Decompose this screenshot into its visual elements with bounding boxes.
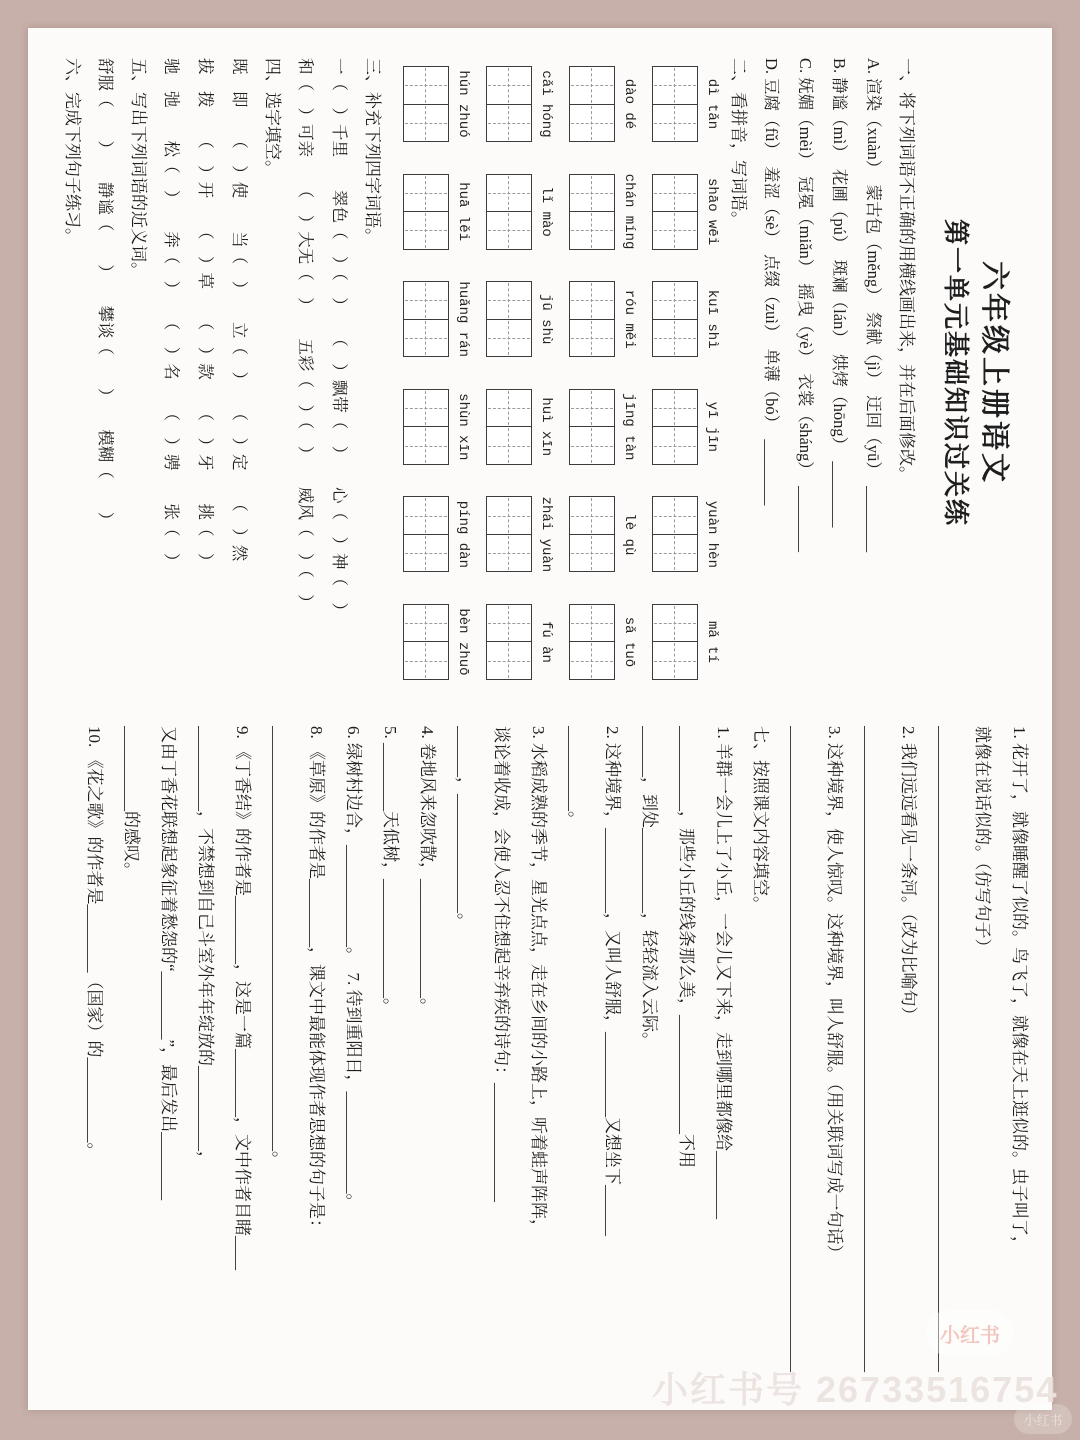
worksheet-left-column <box>28 58 1038 688</box>
question-line: 9. 《丁香结》的作者是________，这是一篇________，文中作者目睹____ <box>233 726 252 1270</box>
question-line: 又由丁香花联想起象征着愁怨的“________”，最后发出________ <box>159 726 178 1201</box>
worksheet-right-column <box>28 726 1038 1386</box>
pinyin-word-item <box>652 166 720 258</box>
question-line: 3. 这种境界，使人惊叹。这种境界，叫人舒服。（用关联词写成一句话） <box>825 726 844 1262</box>
question-line: 谈论着收成，会使人忍不住想起辛弃疾的诗句：______________ <box>492 726 511 1202</box>
idiom-line: 和（ ）可亲 （ ）大无（ ） 五彩（ ）（ ） 威风（ ）（ ） <box>296 58 315 611</box>
writing-grid <box>486 604 532 680</box>
pinyin-word-item <box>486 488 554 580</box>
worksheet-title-line1: 六年级上册语文 <box>978 260 1010 485</box>
pinyin-row-4 <box>403 58 471 688</box>
answer-rule: ____________________________________________________________________________ <box>862 726 881 1372</box>
pinyin-label: zhái yuàn <box>538 496 554 573</box>
pinyin-label: fú àn <box>538 620 554 663</box>
answer-rule: ____________________________________________________________________________ <box>788 726 807 1372</box>
writing-grid <box>486 389 532 465</box>
pinyin-label: róu měi <box>621 289 637 349</box>
pinyin-word-item <box>403 596 471 688</box>
question-line: 4. 卷地风来忽吹散，______________。 <box>418 726 437 1015</box>
writing-grid <box>569 66 615 142</box>
section6-header: 六、完成下列句子练习。 <box>63 58 82 245</box>
question-line: 2. 我们远远看见一条河。（改为比喻句） <box>899 726 918 1024</box>
section1-option-d: D. 豆腐（fǔ） 羞涩（sè） 点缀（zuì） 单薄（bó） ________ <box>762 58 781 506</box>
worksheet-page <box>28 28 1052 1410</box>
pinyin-word-item <box>403 381 471 473</box>
synonym-line: 舒服（ ） 静谧（ ） 攀谈（ ） 模糊（ ） <box>96 58 115 529</box>
question-line: __________，那些小丘的线条那么美，______________不用 <box>677 726 696 1168</box>
pinyin-word-item <box>569 58 637 150</box>
section7-header: 七、按照课文内容填空。 <box>751 726 770 913</box>
question-line: __________________________________________________。 <box>270 726 289 1168</box>
section1-header: 一、将下列词语不正确的用横线画出来，并在后面修改。 <box>897 58 916 483</box>
section2-header: 二、看拼音，写词语。 <box>729 58 748 228</box>
writing-grid <box>652 389 698 465</box>
pinyin-label: shùn xīn <box>455 393 471 461</box>
question-line: 1. 羊群一会儿上了小丘，一会儿又下来，走到哪里都像给________ <box>714 726 733 1219</box>
section4-header: 四、选字填空。 <box>263 58 282 177</box>
question-line: __________，不禁想到自己斗室外年年绽放的__________， <box>196 726 215 1168</box>
question-line: ______，______________。 <box>455 726 474 930</box>
pinyin-word-item <box>569 488 637 580</box>
pinyin-label: hún zhuó <box>455 70 471 138</box>
question-line: __________的感叹。 <box>122 726 141 879</box>
pinyin-label: píng dàn <box>455 500 471 568</box>
pinyin-word-item <box>403 58 471 150</box>
question-line: 就像在说话似的。（仿写句子） <box>973 726 992 956</box>
pinyin-row-1 <box>652 58 720 688</box>
question-line: 2. 这种境界，__________，又叫人舒服，__________又想坐下______ <box>603 726 622 1236</box>
question-line: __________。 <box>566 726 585 828</box>
worksheet-title-line2: 第一单元基础知识过关练 <box>941 218 970 527</box>
section1-option-c: C. 妩媚（mèi） 冠冕（miǎn） 摇曳（yè） 衣裳（sháng） ________ <box>796 58 815 553</box>
answer-rule: ____________________________________________________________________________ <box>936 726 955 1372</box>
xiaohongshu-corner-logo: 小红书 <box>1014 1404 1072 1434</box>
section3-header: 三、补充下列四字词语。 <box>363 58 382 245</box>
writing-grid <box>569 389 615 465</box>
pinyin-label: huì xīn <box>538 397 554 457</box>
pinyin-label: jīng tàn <box>621 393 637 461</box>
pinyin-label: bèn zhuō <box>455 608 471 676</box>
writing-grid <box>403 66 449 142</box>
pinyin-word-item <box>403 166 471 258</box>
writing-grid <box>403 496 449 572</box>
pinyin-word-item <box>403 488 471 580</box>
writing-grid <box>486 174 532 250</box>
pinyin-word-item <box>652 58 720 150</box>
char-choice-line: 既 即 （ ）使 当（ ） 立（ ） （ ）定 （ ）然 <box>230 58 249 562</box>
pinyin-word-item <box>569 273 637 365</box>
question-line: 3. 水稻成熟的季节，星光点点，走在乡间的小路上，听着蛙声阵阵， <box>529 726 548 1236</box>
writing-grid <box>652 174 698 250</box>
writing-grid <box>486 66 532 142</box>
section1-option-a: A. 渲染（xuàn） 蒙古包（měng） 祭献（jì） 迂回（yū） ________ <box>864 58 883 553</box>
pinyin-label: yuàn hèn <box>704 500 720 568</box>
pinyin-label: cǎi hóng <box>538 70 554 138</box>
pinyin-label: chán míng <box>621 173 637 250</box>
pinyin-word-item <box>486 381 554 473</box>
xiaohongshu-id-watermark: 小红书号 26733516754 <box>652 1369 1059 1410</box>
pinyin-label: dì tǎn <box>704 78 720 130</box>
pinyin-word-item <box>652 488 720 580</box>
pinyin-word-item <box>569 381 637 473</box>
pinyin-word-item <box>486 273 554 365</box>
idiom-line: 一（ ）千里 翠色（ ）（ ） （ ）飘带（ ） 心（ ）神（ ） <box>330 58 349 619</box>
pinyin-label: yī jīn <box>704 401 720 452</box>
pinyin-label: huǎng rán <box>455 281 471 357</box>
worksheet-sheet <box>28 28 1052 1410</box>
pinyin-word-item <box>403 273 471 365</box>
writing-grid <box>403 604 449 680</box>
pinyin-label: dào dé <box>621 78 637 130</box>
pinyin-row-3 <box>486 58 554 688</box>
writing-grid <box>652 604 698 680</box>
pinyin-label: huā lěi <box>455 182 471 241</box>
pinyin-word-item <box>652 273 720 365</box>
pinyin-label: jū shù <box>538 293 554 345</box>
writing-grid <box>569 281 615 357</box>
writing-grid <box>652 66 698 142</box>
question-line: ______，到处__________，轻轻流入云际。 <box>640 726 659 1049</box>
writing-grid <box>569 496 615 572</box>
pinyin-word-item <box>569 596 637 688</box>
question-line: 6. 绿树村边合，____________。 7. 待到重阳日，____________。 <box>344 726 363 1211</box>
char-choice-line: 驰 弛 松（ ） 奔（ ） （ ）名 （ ）骋 张（ ） <box>162 58 181 570</box>
writing-grid <box>403 174 449 250</box>
writing-grid <box>403 389 449 465</box>
xiaohongshu-badge-watermark: 小红书 <box>926 1310 1014 1356</box>
section1-option-b: B. 静谧（mì） 花圃（pú） 斑斓（lán） 烘烤（hōng） ________ <box>830 58 849 528</box>
pinyin-label: lǐ mào <box>538 186 554 237</box>
writing-grid <box>652 281 698 357</box>
pinyin-word-item <box>486 596 554 688</box>
pinyin-label: lè qù <box>621 513 637 556</box>
question-line: 1. 花开了，就像睡醒了似的。鸟飞了，就像在天上逛似的。虫子叫了， <box>1010 726 1029 1253</box>
pinyin-label: mǎ tí <box>704 620 720 663</box>
pinyin-word-item <box>569 166 637 258</box>
pinyin-word-item <box>652 381 720 473</box>
question-line: 5. ________天低树，______________。 <box>381 726 400 1015</box>
pinyin-word-item <box>486 166 554 258</box>
pinyin-label: kuī shì <box>704 289 720 349</box>
section5-header: 五、写出下列词语的近义词。 <box>129 58 148 279</box>
pinyin-label: sǎ tuō <box>621 616 637 668</box>
writing-grid <box>403 281 449 357</box>
pinyin-word-item <box>486 58 554 150</box>
writing-grid <box>569 174 615 250</box>
writing-grid <box>569 604 615 680</box>
pinyin-label: shāo wēi <box>704 177 720 246</box>
writing-grid <box>486 496 532 572</box>
pinyin-row-2 <box>569 58 637 688</box>
char-choice-line: 拔 拨 （ ）开 （ ）草 （ ）款 （ ）牙 挑（ ） <box>196 58 215 570</box>
writing-grid <box>486 281 532 357</box>
question-line: 10. 《花之歌》的作者是________（国家）的__________。 <box>85 726 104 1160</box>
writing-grid <box>652 496 698 572</box>
pinyin-word-item <box>652 596 720 688</box>
question-line: 8. 《草原》的作者是________，课文中最能体现作者思想的句子是： <box>307 726 326 1236</box>
